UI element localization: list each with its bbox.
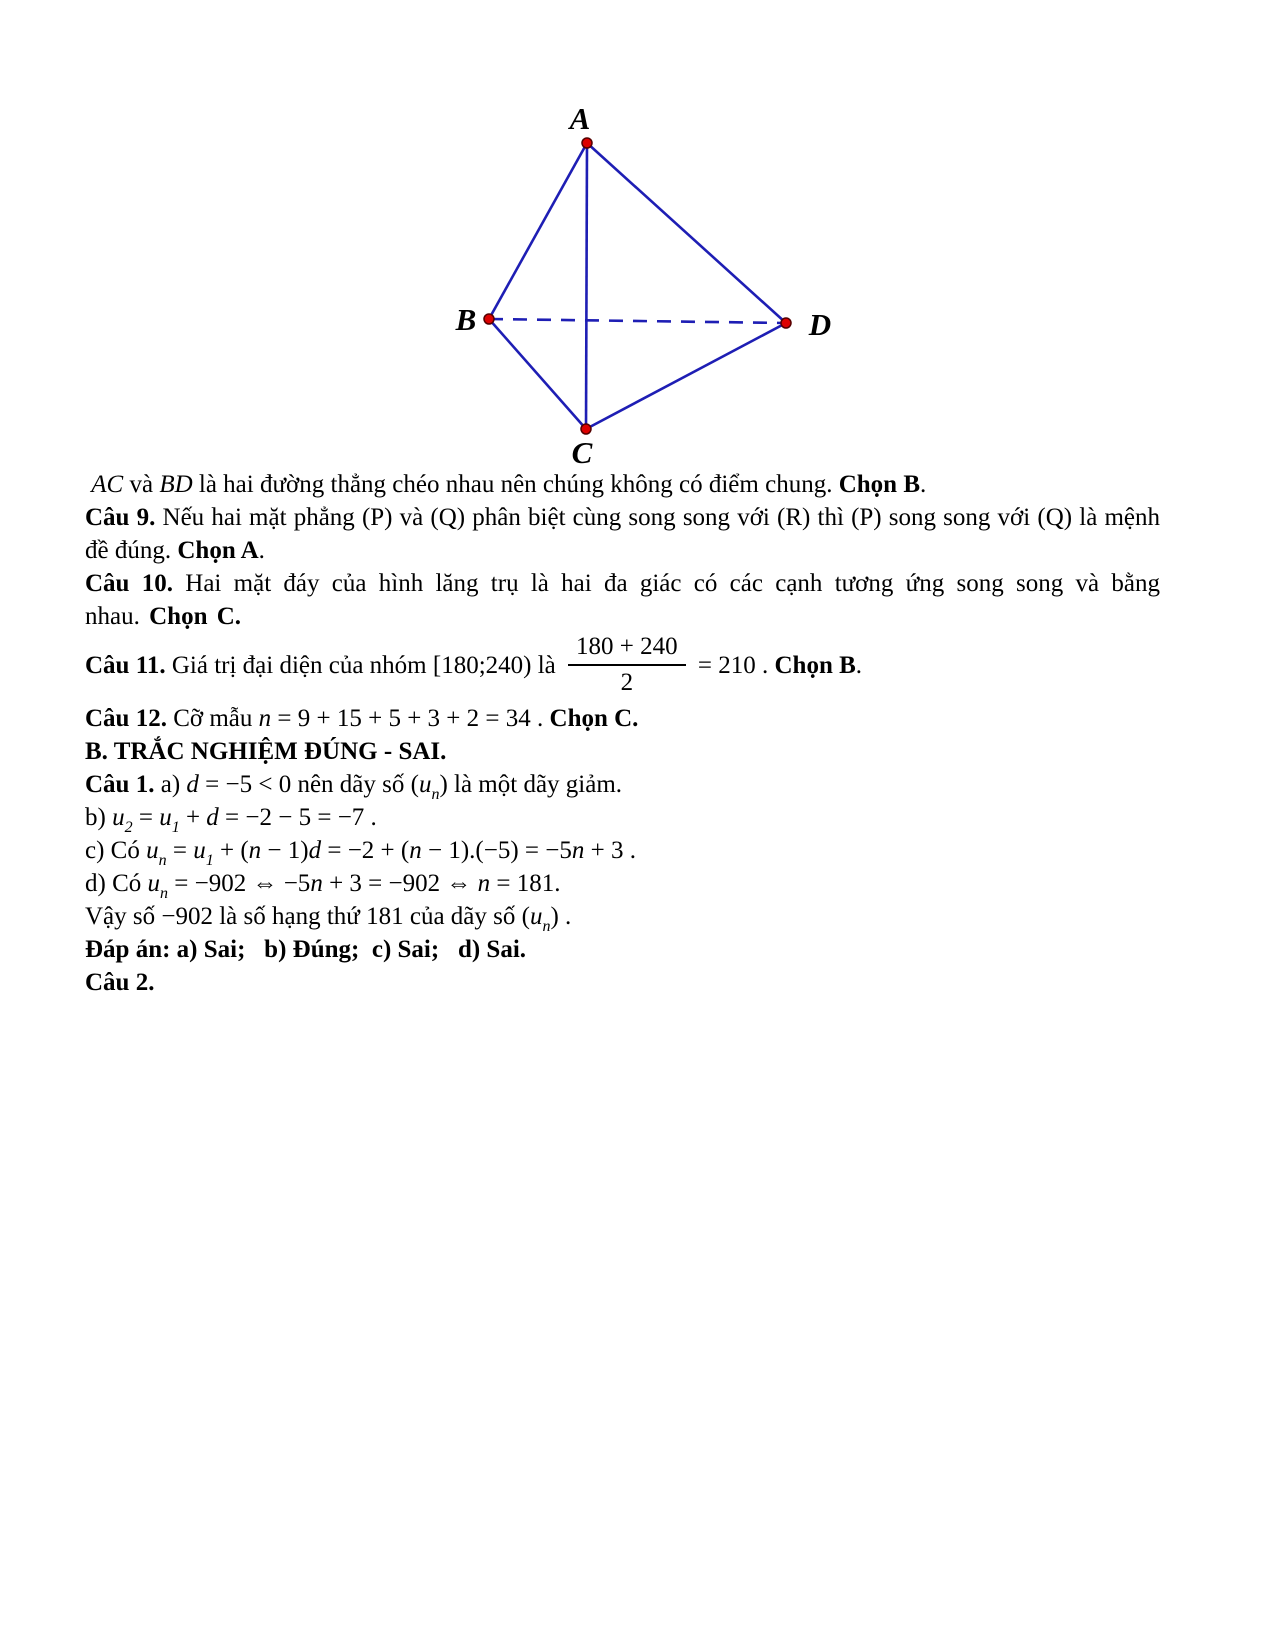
text-segment: và — [123, 471, 160, 498]
line-dapan — [85, 933, 1160, 966]
math-variable: d — [308, 837, 322, 864]
bold-text-segment: Chọn B — [838, 471, 920, 498]
text-segment: = 210 . — [691, 652, 775, 680]
bold-text-segment: Câu 2. — [85, 969, 155, 996]
math-fraction — [568, 633, 686, 696]
math-variable: u — [193, 837, 206, 864]
math-variable: n — [248, 837, 262, 864]
fraction-numerator: 180 + 240 — [568, 633, 686, 666]
line-cau12 — [85, 702, 1160, 735]
text-segment: = 9 + 15 + 5 + 3 + 2 = 34 . — [271, 705, 550, 732]
bold-text-segment: Chọn A — [177, 537, 259, 564]
text-segment: Cỡ mẫu — [166, 705, 259, 732]
text-segment: ) là một dãy giảm. — [439, 771, 623, 798]
text-segment: . — [258, 537, 265, 564]
math-variable-subscripted — [193, 837, 214, 869]
math-variable: u — [147, 870, 160, 897]
math-variable: u — [146, 837, 159, 864]
text-segment: − 1).(−5) = −5 — [421, 837, 572, 864]
math-variable: n — [409, 837, 422, 864]
math-subscript: 1 — [171, 819, 180, 836]
text-segment: là hai đường thẳng chéo nhau nên chúng không có điểm chung. — [192, 471, 839, 498]
text-segment: = — [132, 804, 160, 831]
text-segment: Nếu hai mặt phẳng (P) và (Q) phân biệt cùng song song với (R) thì (P) song song với (Q) là mệnh đề đúng. — [85, 504, 1167, 564]
math-variable: n — [310, 870, 323, 897]
solution-text-column — [85, 468, 1170, 999]
diagram-edge-AC — [586, 143, 587, 429]
bold-text-segment: Câu 11. — [85, 652, 166, 680]
bold-text-segment: Chọn C. — [149, 603, 242, 630]
math-subscript: 2 — [124, 819, 133, 836]
tetrahedron-svg — [410, 85, 870, 480]
math-variable: AC — [91, 471, 124, 498]
vertex-dot-B — [484, 314, 494, 324]
bold-text-segment: Câu 9. — [85, 504, 156, 531]
vertex-label-B: B — [455, 302, 477, 337]
text-segment: + 3 = −902 ⇔ — [322, 870, 478, 897]
text-segment: + ( — [213, 837, 249, 864]
vertex-dot-A — [582, 138, 592, 148]
text-segment: c) Có — [85, 837, 147, 864]
math-variable: u — [529, 903, 543, 930]
vertex-label-C: C — [571, 435, 593, 470]
math-variable: u — [112, 804, 125, 831]
math-variable: d — [186, 771, 199, 798]
text-segment: Giá trị đại diện của nhóm [180;240) là — [165, 652, 563, 680]
math-variable: n — [477, 870, 491, 897]
math-variable-subscripted — [147, 870, 169, 902]
math-variable-subscripted — [112, 804, 133, 836]
bold-text-segment: Chọn B — [774, 652, 856, 680]
text-segment: ) . — [550, 903, 572, 930]
vertex-dot-D — [781, 318, 791, 328]
tetrahedron-diagram — [410, 85, 870, 480]
math-subscript: n — [160, 885, 168, 902]
diagram-edge-BD-dashed — [489, 319, 786, 323]
section-header — [85, 735, 1160, 768]
text-segment: = −902 ⇔ −5 — [168, 870, 311, 897]
text-segment: = 181. — [490, 870, 561, 897]
math-subscript: n — [431, 786, 440, 803]
text-segment: Vậy số −902 là số hạng thứ 181 của dãy số ( — [85, 903, 530, 930]
line-c1d — [85, 867, 1160, 900]
bold-text-segment: Chọn C. — [549, 705, 639, 732]
text-segment: d) Có — [85, 870, 148, 897]
bold-text-segment: Câu 12. — [85, 705, 167, 732]
math-variable: n — [571, 837, 585, 864]
math-variable-subscripted — [146, 837, 167, 869]
math-subscript: n — [158, 852, 167, 869]
diagram-edge-AB — [489, 143, 587, 319]
math-subscript: n — [542, 918, 551, 935]
math-variable: d — [206, 804, 219, 831]
line-c1a — [85, 768, 1160, 801]
diagram-edge-CD — [586, 323, 786, 429]
diagram-edge-BC — [489, 319, 586, 429]
line-c1c — [85, 834, 1160, 867]
math-subscript: 1 — [205, 852, 214, 869]
math-variable: u — [159, 804, 172, 831]
math-variable: u — [418, 771, 432, 798]
text-segment: a) — [154, 771, 187, 798]
bold-text-segment: Câu 10. — [85, 570, 173, 597]
text-segment: + 3 . — [584, 837, 636, 864]
math-variable-subscripted — [159, 804, 180, 836]
text-segment: . — [855, 652, 863, 680]
line-c1b — [85, 801, 1160, 834]
line-intro — [85, 468, 1160, 501]
text-segment: = — [166, 837, 194, 864]
text-segment: = −5 < 0 nên dãy số ( — [198, 771, 419, 798]
vertex-label-D: D — [808, 307, 832, 342]
text-segment: . — [920, 471, 927, 498]
line-vay — [85, 900, 1160, 933]
line-cau2 — [85, 966, 1160, 999]
text-segment: = −2 + ( — [321, 837, 410, 864]
vertex-dot-C — [581, 424, 591, 434]
line-cau11 — [85, 633, 1160, 702]
math-variable: BD — [159, 471, 193, 498]
line-cau9 — [85, 501, 1167, 567]
math-variable-subscripted — [418, 771, 440, 803]
text-segment: b) — [85, 804, 113, 831]
text-segment: + — [179, 804, 207, 831]
math-variable: n — [258, 705, 272, 732]
text-segment: = −2 − 5 = −7 . — [218, 804, 377, 831]
math-variable-subscripted — [529, 903, 551, 935]
bold-text-segment: Câu 1. — [85, 771, 155, 798]
bold-text-segment: Đáp án: a) Sai; b) Đúng; c) Sai; d) Sai. — [85, 936, 527, 963]
text-segment: Hai mặt đáy của hình lăng trụ là hai đa giác có các cạnh tương ứng song song và bằng nhau. — [85, 570, 1170, 630]
vertex-label-A: A — [569, 101, 591, 136]
bold-text-segment: B. TRẮC NGHIỆM ĐÚNG - SAI. — [85, 738, 447, 765]
fraction-denominator: 2 — [620, 668, 634, 696]
text-segment: − 1) — [261, 837, 309, 864]
line-cau10 — [85, 567, 1170, 633]
diagram-edge-AD — [587, 143, 786, 323]
